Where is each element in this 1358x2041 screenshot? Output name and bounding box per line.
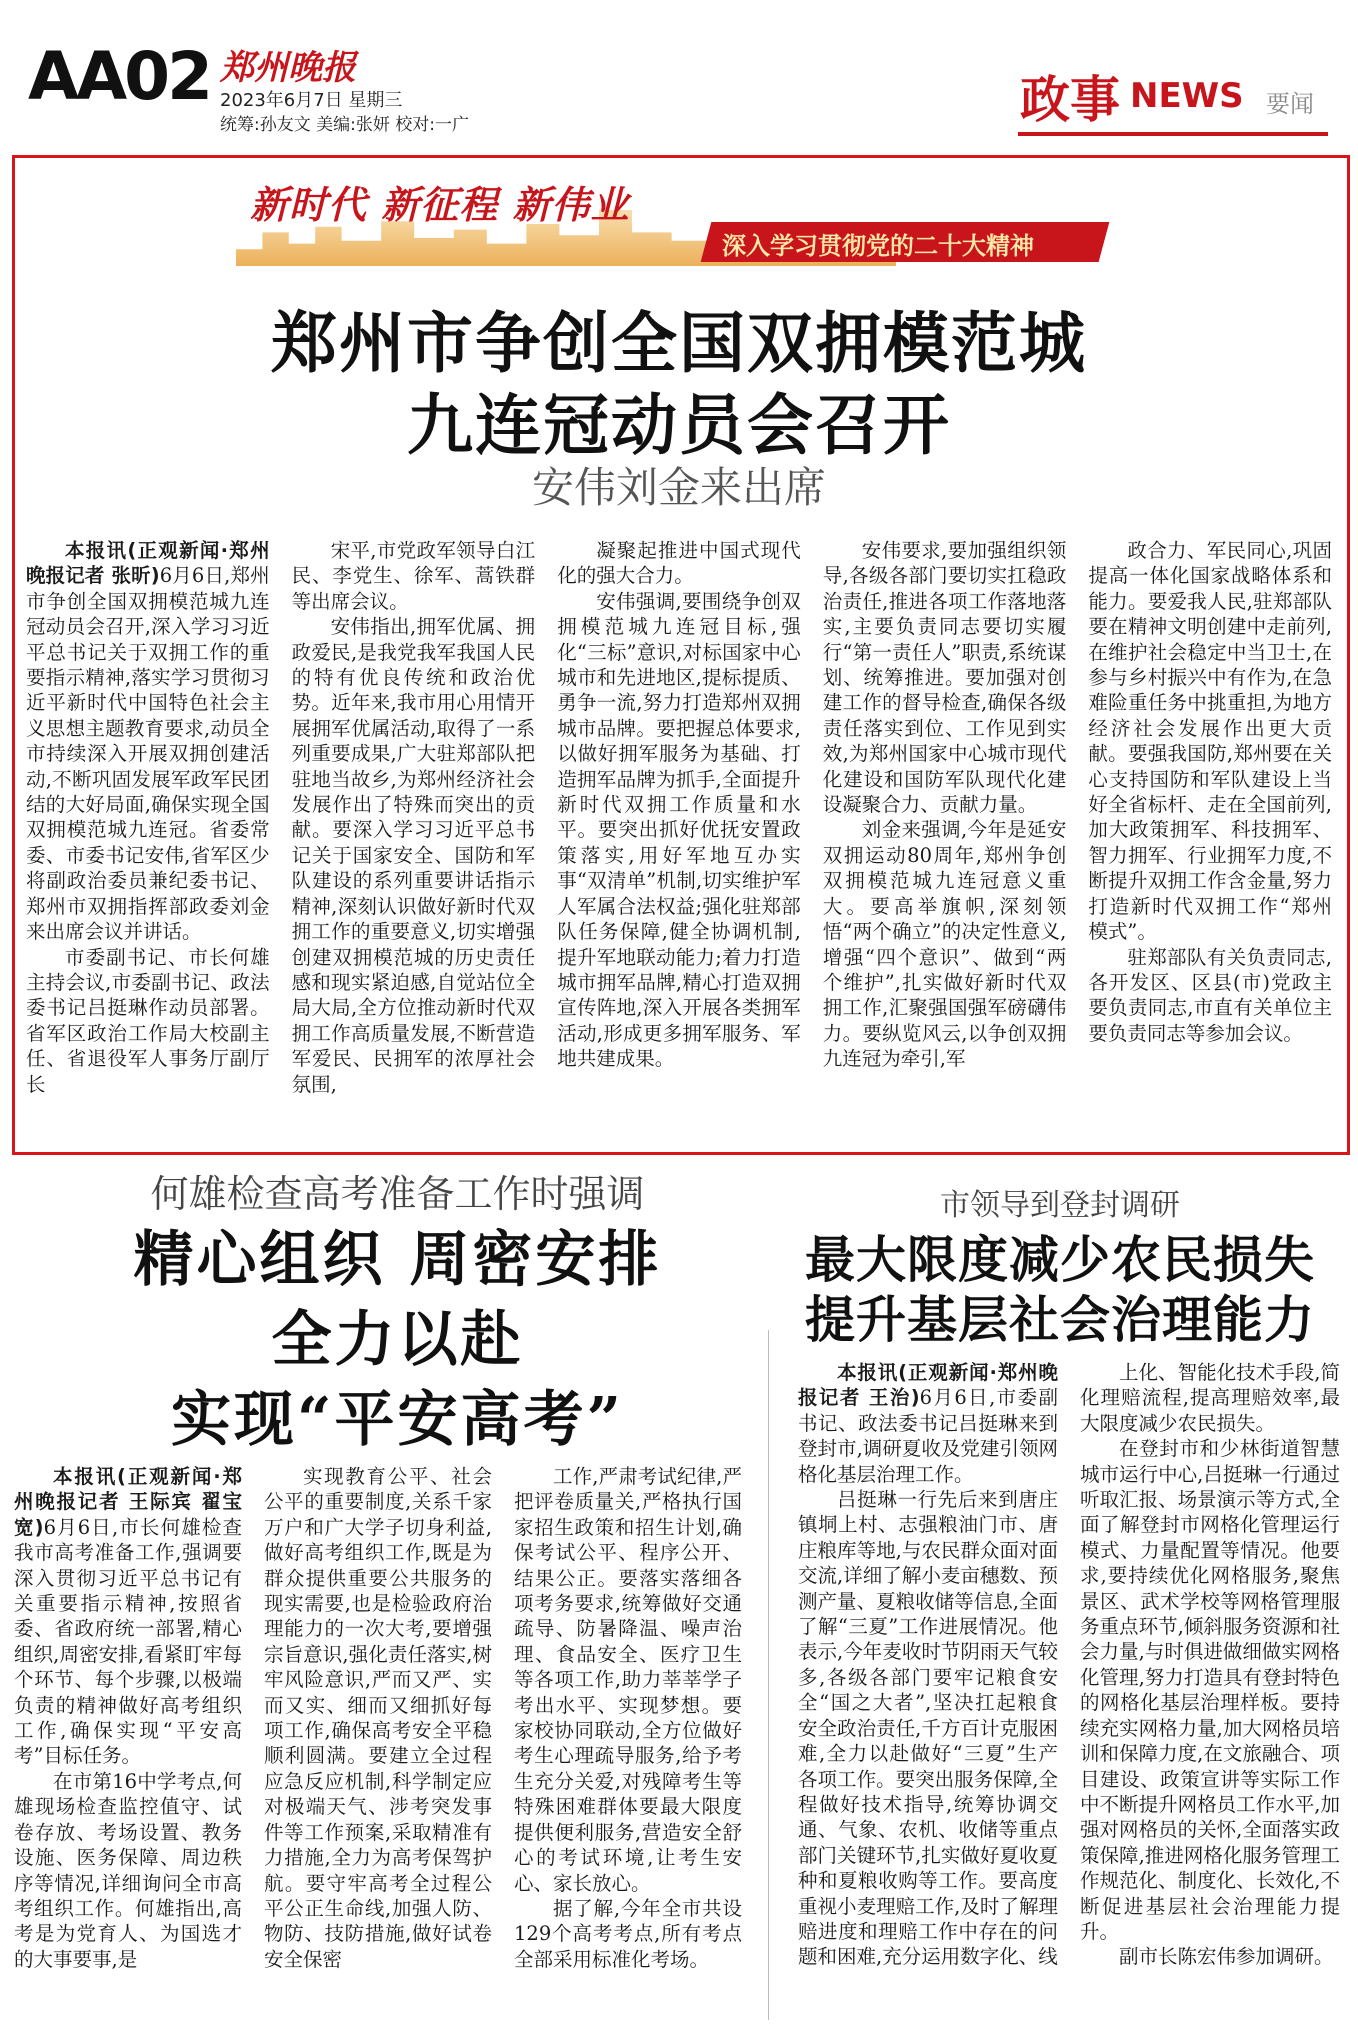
staff-credits: 统筹:孙友文 美编:张妍 校对:一广 — [220, 115, 469, 135]
paragraph: 宋平,市党政军领导白江民、李党生、徐军、蒿铁群等出席会议。 — [291, 539, 536, 613]
left-col-2 — [264, 1464, 492, 1972]
left-article-body — [14, 1464, 744, 1972]
paragraph: 本报讯(正观新闻·郑州晚报记者 王际宾 翟宝宽)6月6日,市长何雄检查我市高考准备工作,强调要深入贯彻习近平总书记有关重要指示精神,按照省委、省政府统一部署,精心组织,周密安排,看紧盯牢每个环节、每个步骤,以极端负责的精神做好高考组织工作,确保实现“平安高考”目标任务。 — [14, 1465, 242, 1768]
page-number: AA02 — [28, 38, 211, 115]
paragraph: 政合力、军民同心,巩固提高一体化国家战略体系和能力。要爱我人民,驻郑部队要在精神文明创建中走前列,在维护社会稳定中当卫士,在参与乡村振兴中有作为,在急难险重任务中挑重担,为地方经济社会发展作出更大贡献。要强我国防,郑州要在关心支持国防和军队建设上当好全省标杆、走在全国前列,加大政策拥军、科技拥军、智力拥军、行业拥军力度,不断提升双拥工作含金量,努力打造新时代双拥工作“郑州模式”。 — [1088, 539, 1332, 944]
left-headline-line1: 精心组织 周密安排 — [133, 1225, 662, 1295]
left-col-3 — [514, 1464, 742, 1972]
section-subtitle: 要闻 — [1266, 90, 1314, 118]
theme-banner — [236, 170, 1116, 266]
lead-col-2 — [292, 538, 536, 1097]
lead-col-4 — [823, 538, 1067, 1097]
lead-col-1 — [26, 538, 270, 1097]
paragraph: 安伟要求,要加强组织领导,各级各部门要切实扛稳政治责任,推进各项工作落地落实,主要负责同志要切实履行“第一责任人”职责,系统谋划、统筹推进。要加强对创建工作的督导检查,确保各级责任落实到位、工作见到实效,为郑州国家中心城市现代化建设和国防军队现代化建设凝聚合力、贡献力量。 — [822, 539, 1067, 817]
right-headline-line2: 提升基层社会治理能力 — [805, 1290, 1315, 1349]
paragraph: 副市长陈宏伟参加调研。 — [1119, 1945, 1334, 1969]
lead-headline-line1: 郑州市争创全国双拥模范城 — [271, 304, 1087, 382]
paragraph: 实现教育公平、社会公平的重要制度,关系千家万户和广大学子切身利益,做好高考组织工作,既是为群众提供重要公共服务的现实需要,也是检验政府治理能力的一次大考,要增强宗旨意识,强化责任落实,树牢风险意识,严而又严、实而又实、细而又细抓好每项工作,确保高考安全平稳顺利圆满。要建立全过程应急反应机制,科学制定应对极端天气、涉考突发事件等工作预案,采取精准有力措施,全力为高考保驾护航。要守牢高考全过程公平公正生命线,加强人防、物防、技防措施,做好试卷安全保密 — [264, 1465, 492, 1971]
paragraph: 据了解,今年全市共设129个高考考点,所有考点全部采用标准化考场。 — [514, 1896, 742, 1971]
section-title-en: NEWS — [1130, 76, 1244, 116]
masthead-logo: 郑州晚报 — [220, 48, 356, 88]
paragraph: 工作,严肃考试纪律,严把评卷质量关,严格执行国家招生政策和招生计划,确保考试公平、程序公开、结果公正。要落实落细各项考务要求,统筹做好交通疏导、防暑降温、噪声治理、食品安全、医疗卫生等各项工作,助力莘莘学子考出水平、实现梦想。要家校协同联动,全方位做好考生心理疏导服务,给予考生充分关爱,对残障考生等特殊困难群体要最大限度提供便利服务,营造安全舒心的考试环境,让考生安心、家长放心。 — [514, 1465, 742, 1895]
paragraph: 在登封市和少林街道智慧城市运行中心,吕挺琳一行通过听取汇报、场景演示等方式,全面了解登封市网格化管理运行模式、力量配置等情况。他要求,要持续优化网格服务,聚焦景区、武术学校等网格管理服务重点环节,倾斜服务资源和社会力量,与时俱进做细做实网格化管理,努力打造具有登封特色的网格化基层治理样板。要持续充实网格力量,加大网格员培训和保障力度,在文旅融合、项目建设、政策宣讲等实际工作中不断提升网格员工作水平,加强对网格员的关怀,全面落实政策保障,推进网格化服务管理工作规范化、制度化、长效化,不断促进基层社会治理能力提升。 — [1080, 1437, 1340, 1943]
issue-date: 2023年6月7日 星期三 — [220, 90, 403, 111]
left-article-kicker: 何雄检查高考准备工作时强调 — [150, 1172, 645, 1216]
paragraph: 凝聚起推进中国式现代化的强大合力。 — [557, 539, 801, 588]
left-headline-line3: 实现“平安高考” — [170, 1385, 625, 1455]
paragraph: 安伟强调,要围绕争创双拥模范城九连冠目标,强化“三标”意识,对标国家中心城市和先进地区,提标提质、勇争一流,努力打造郑州双拥城市品牌。要把握总体要求,以做好拥军服务为基础、打造拥军品牌为抓手,全面提升新时代双拥工作质量和水平。要突出抓好优抚安置政策落实,用好军地互办实事“双清单”机制,切实维护军人军属合法权益;强化驻郑部队任务保障,健全协调机制,提升军地联动能力;着力打造城市拥军品牌,精心打造双拥宣传阵地,深入开展各类拥军活动,形成更多拥军服务、军地共建成果。 — [557, 589, 801, 1071]
right-headline-line1: 最大限度减少农民损失 — [805, 1230, 1315, 1289]
lead-body — [26, 538, 1332, 1097]
page-header — [0, 0, 1358, 140]
paragraph: 安伟指出,拥军优属、拥政爱民,是我党我军我国人民的特有优良传统和政治优势。近年来,我市用心用情开展拥军优属活动,取得了一系列重要成果,广大驻郑部队把驻地当故乡,为郑州经济社会发展作出了特殊而突出的贡献。要深入学习习近平总书记关于国家安全、国防和军队建设的系列重要讲话指示精神,深刻认识做好新时代双拥工作的重要意义,切实增强创建双拥模范城的历史责任感和现实紧迫感,自觉站位全局大局,全方位推动新时代双拥工作高质量发展,不断营造军爱民、民拥军的浓厚社会氛围, — [291, 615, 536, 1096]
paragraph: 刘金来强调,今年是延安双拥运动80周年,郑州争创双拥模范城九连冠意义重大。要高举旗帜,深刻领悟“两个确立”的决定性意义,增强“四个意识”、做到“两个维护”,扎实做好新时代双拥工作,汇聚强国强军磅礴伟力。要纵览风云,以争创双拥九连冠为牵引,军 — [822, 818, 1067, 1071]
right-article-kicker: 市领导到登封调研 — [940, 1188, 1180, 1223]
banner-title: 新时代 新征程 新伟业 — [250, 182, 630, 227]
lead-col-5 — [1088, 538, 1332, 1097]
lead-subheadline: 安伟刘金来出席 — [531, 463, 826, 512]
banner-ribbon-text: 深入学习贯彻党的二十大精神 — [722, 231, 1034, 260]
paragraph: 吕挺琳一行先后来到唐庄镇垌上村、志强粮油门市、唐庄粮库等地,与农民群众面对面交流,详细了解小麦亩穗数、预测产量、夏粮收储等信息,全面了解“三夏”工作进展情况。他表示,今年麦收时节阴雨天气较多,各级各部门要牢记粮食安全“国之大者”,坚决扛起粮食安全政治责任,千方百计克服困难,全力以赴做好“三夏”生产各项工作。要突出服务保障,全程做好技术指导,统筹协调交通、气象、农机、收储等重点部门关键环节,扎实做好夏收夏种和夏粮收购等工作。要高度重视小麦理赔工作,及时了解理赔进度和理赔工作中存在的问题和困难,充分运用数字化、线 — [798, 1488, 1058, 1969]
left-col-1 — [14, 1464, 242, 1972]
paragraph: 驻郑部队有关负责同志,各开发区、区县(市)党政主要负责同志,市直有关单位主要负责同志等参加会议。 — [1088, 945, 1332, 1045]
column-divider — [768, 1330, 769, 2020]
right-col-1 — [798, 1360, 1058, 1970]
lead-col-3 — [557, 538, 801, 1097]
right-article-body — [798, 1360, 1346, 1970]
paragraph: 市委副书记、市长何雄主持会议,市委副书记、政法委书记吕挺琳作动员部署。省军区政治工作局大校副主任、省退役军人事务厅副厅长 — [26, 945, 270, 1096]
right-col-2 — [1080, 1360, 1340, 1970]
paragraph: 在市第16中学考点,何雄现场检查监控值守、试卷存放、考场设置、教务设施、医务保障、周边秩序等情况,详细询问全市高考组织工作。何雄指出,高考是为党育人、为国选才的大事要事,是 — [14, 1769, 242, 1971]
paragraph: 上化、智能化技术手段,简化理赔流程,提高理赔效率,最大限度减少农民损失。 — [1080, 1361, 1340, 1435]
lead-headline-line2: 九连冠动员会召开 — [407, 386, 951, 464]
left-headline-line2: 全力以赴 — [271, 1305, 524, 1375]
paragraph: 本报讯(正观新闻·郑州晚报记者 张昕)6月6日,郑州市争创全国双拥模范城九连冠动员会召开,深入学习习近平总书记关于双拥工作的重要指示精神,落实学习贯彻习近平新时代中国特色社会主义思想主题教育要求,动员全市持续深入开展双拥创建活动,不断巩固发展军政军民团结的大好局面,确保实现全国双拥模范城九连冠。省委常委、市委书记安伟,省军区少将副政治委员兼纪委书记、郑州市双拥指挥部政委刘金来出席会议并讲话。 — [26, 539, 270, 944]
paragraph: 本报讯(正观新闻·郑州晚报记者 王治)6月6日,市委副书记、政法委书记吕挺琳来到登封市,调研夏收及党建引领网格化基层治理工作。 — [798, 1361, 1058, 1486]
section-title: 政事 — [1020, 71, 1120, 129]
